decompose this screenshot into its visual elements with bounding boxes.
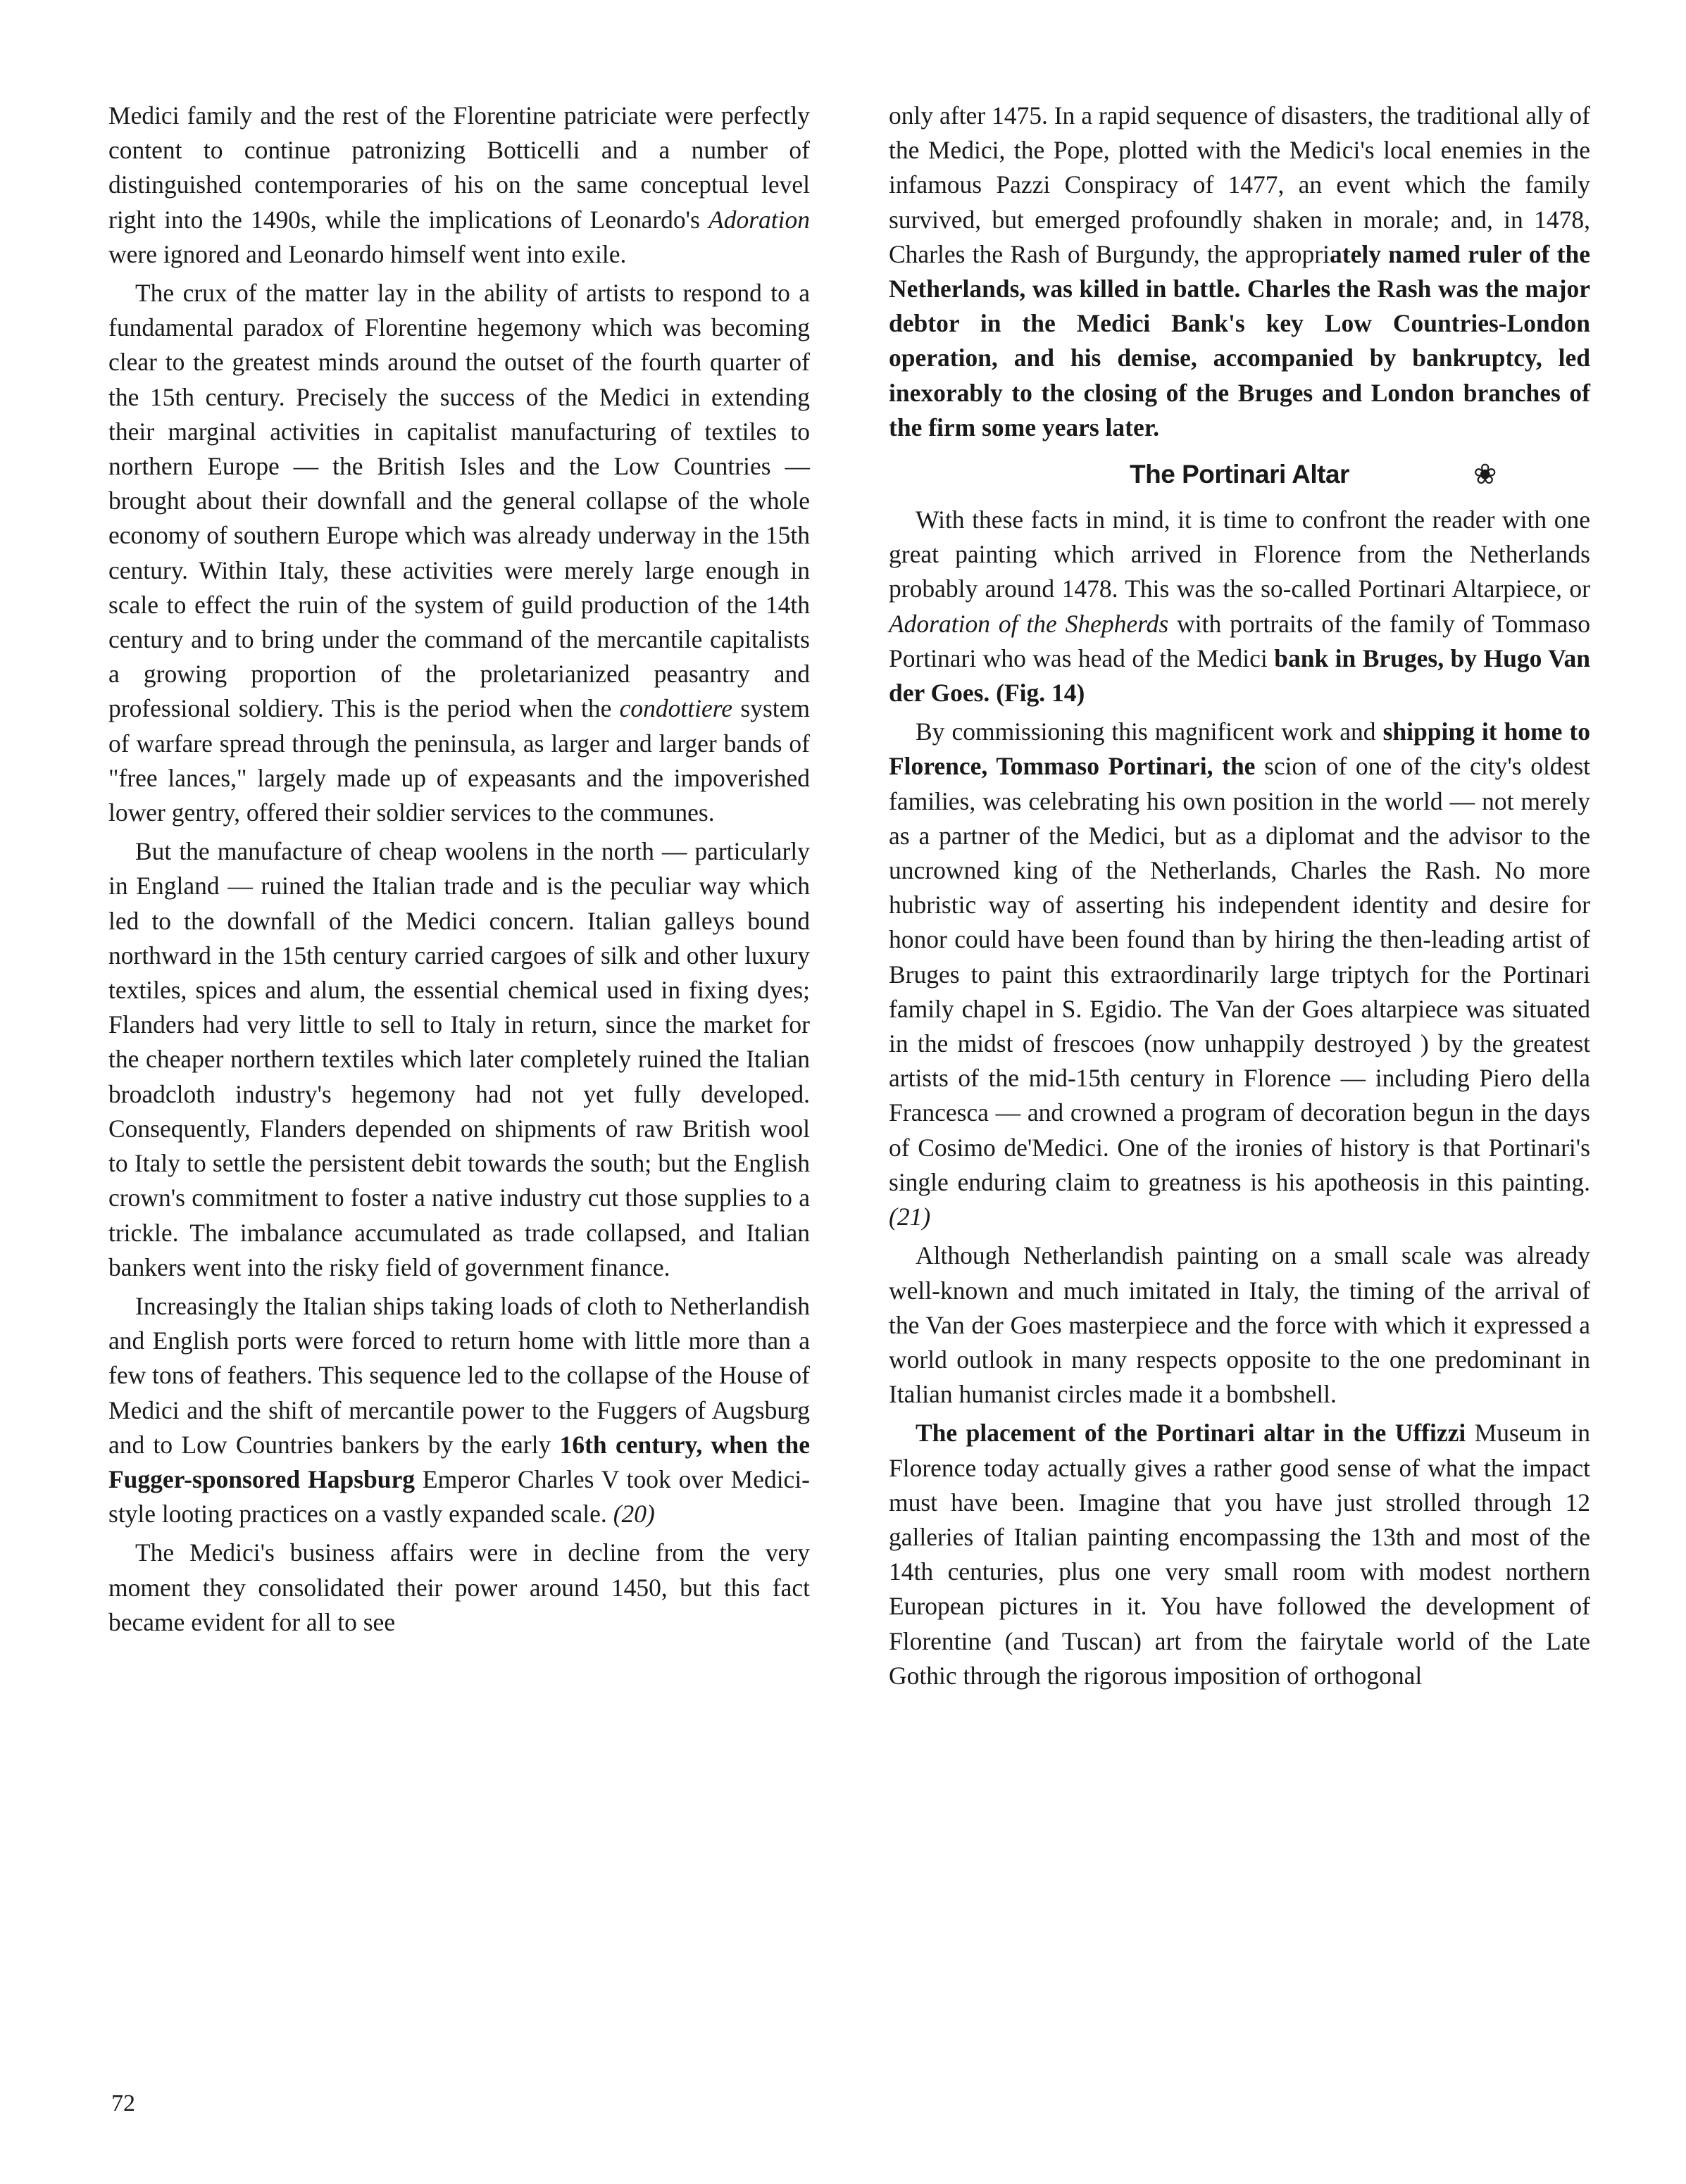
left-paragraph-3: But the manufacture of cheap woolens in the north — particularly in England — ruined the Italian trade and is the peculiar way which led to the downfall of the Medici concern. Italian galleys bound northward in the 15th century carried cargoes of silk and other luxury textiles, spices and alum, the essential chemical used in fixing dyes; Flanders had very little to sell to Italy in return, since the market for the cheaper northern textiles which later completely ruined the Italian broadcloth industry's hegemony had not yet fully developed. Consequently, Flanders depended on shipments of raw British wool to Italy to settle the persistent debit towards the south; but the English crown's commitment to foster a native industry cut those supplies to a trickle. The imbalance accumulated as trade collapsed, and Italian bankers went into the risky field of government finance. <box>108 837 810 1281</box>
italic-title-adoration-shepherds: Adoration of the Shepherds <box>889 609 1169 638</box>
footnote-ref-20: (20) <box>613 1500 655 1529</box>
right-paragraph-3: By commissioning this magnificent work and shipping it home to Florence, Tommaso Portinari, the scion of one of the city's oldest families, was celebrating his own position in the world — not merely as a partner of the Medici, but as a diplomat and the advisor to the uncrowned king of the Netherlands, Charles the Rash. No more hubristic way of asserting his independent identity and desire for honor could have been found than by hiring the then-leading artist of Bruges to paint this extraordinarily large triptych for the Portinari family chapel in S. Egidio. The Van der Goes altarpiece was situated in the midst of frescoes (now unhappily destroyed ) by the greatest artists of the mid-15th century in Florence — including Piero della Francesca — and crowned a program of decoration begun in the days of Cosimo de'Medici. One of the ironies of history is that Portinari's single enduring claim to greatness is his apotheosis in this painting. (21) <box>889 717 1590 1231</box>
footnote-ref-21: (21) <box>889 1203 931 1231</box>
left-paragraph-1: Medici family and the rest of the Florentine patriciate were perfectly content to continue patronizing Botticelli and a number of distinguished contemporaries of his on the same conceptual level right into the 1490s, while the implications of Leonardo's Adoration were ignored and Leonardo himself went into exile. <box>108 101 810 268</box>
right-paragraph-1: only after 1475. In a rapid sequence of disasters, the traditional ally of the Medici, the Pope, plotted with the Medici's local enemies in the infamous Pazzi Conspiracy of 1477, an event which the family survived, but emerged profoundly shaken in morale; and, in 1478, Charles the Rash of Burgundy, the appropriately named ruler of the Netherlands, was killed in battle. Charles the Rash was the major debtor in the Medici Bank's key Low Countries-London operation, and his demise, accompanied by bankruptcy, led inexorably to the closing of the Bruges and London branches of the firm some years later. <box>889 101 1590 441</box>
left-paragraph-5: The Medici's business affairs were in decline from the very moment they consolidated their power around 1450, but this fact became evident for all to see <box>108 1538 810 1636</box>
section-heading: The Portinari Altar ❀ <box>1130 459 1497 491</box>
page-number: 72 <box>111 2090 135 2116</box>
bold-span: bank in Bruges, by Hugo Van der Goes. (Fig. 14) <box>889 644 1590 708</box>
left-paragraph-4: Increasingly the Italian ships taking loads of cloth to Netherlandish and English ports were forced to return home with little more than a few tons of feathers. This sequence led to the collapse of the House of Medici and the shift of mercantile power to the Fuggers of Augsburg and to Low Countries bankers by the early 16th century, when the Fugger-sponsored Hapsburg Emperor Charles V took over Medici-style looting practices on a vastly expanded scale. (20) <box>108 1291 810 1529</box>
right-paragraph-2: With these facts in mind, it is time to confront the reader with one great painting which arrived in Florence from the Netherlands probably around 1478. This was the so-called Portinari Altarpiece, or Adoration of the Shepherds with portraits of the family of Tommaso Portinari who was head of the Medici bank in Bruges, by Hugo Van der Goes. (Fig. 14) <box>889 506 1590 708</box>
italic-term-condottiere: condottiere <box>619 694 733 723</box>
italic-title-adoration: Adoration <box>708 205 810 234</box>
bold-span: The placement of the Portinari altar in the Uffizzi <box>916 1419 1466 1448</box>
bold-span: 16th century, when the Fugger-sponsored Hapsburg <box>108 1430 810 1493</box>
bold-span: ately named ruler of the Netherlands, was killed in battle. Charles the Rash was the major debtor in the Medici Bank's key Low Countries-London operation, and his demise, accompanied by bankruptcy, led inexorably to the closing of the Bruges and London branches of the firm some years later. <box>889 239 1590 441</box>
bold-span: shipping it home to Florence, Tommaso Portinari, the <box>889 717 1590 781</box>
right-column <box>889 99 1590 1693</box>
ornament-icon: ❀ <box>1473 459 1497 491</box>
left-column <box>108 99 810 1640</box>
right-paragraph-5: The placement of the Portinari altar in the Uffizzi Museum in Florence today actually gives a rather good sense of what the impact must have been. Imagine that you have just strolled through 12 galleries of Italian painting encompassing the 13th and most of the 14th centuries, plus one very small room with modest northern European pictures in it. You have followed the development of Florentine (and Tuscan) art from the fairytale world of the Late Gothic through the rigorous imposition of orthogonal <box>889 1419 1590 1690</box>
right-paragraph-4: Although Netherlandish painting on a small scale was already well-known and much imitated in Italy, the timing of the arrival of the Van der Goes masterpiece and the force with which it expressed a world outlook in many respects opposite to the one predominant in Italian humanist circles made it a bombshell. <box>889 1241 1590 1409</box>
left-paragraph-2: The crux of the matter lay in the ability of artists to respond to a fundamental paradox of Florentine hegemony which was becoming clear to the greatest minds around the outset of the fourth quarter of the 15th century. Precisely the success of the Medici in extending their marginal activities in capitalist manufacturing of textiles to northern Europe — the British Isles and the Low Countries — brought about their downfall and the general collapse of the whole economy of southern Europe which was already underway in the 15th century. Within Italy, these activities were merely large enough in scale to effect the ruin of the system of guild production of the 14th century and to bring under the command of the mercantile capitalists a growing proportion of the proletarianized peasantry and professional soldiery. This is the period when the condottiere system of warfare spread through the peninsula, as larger and larger bands of "free lances," largely made up of expeasants and the impoverished lower gentry, offered their soldier services to the communes. <box>108 279 810 827</box>
